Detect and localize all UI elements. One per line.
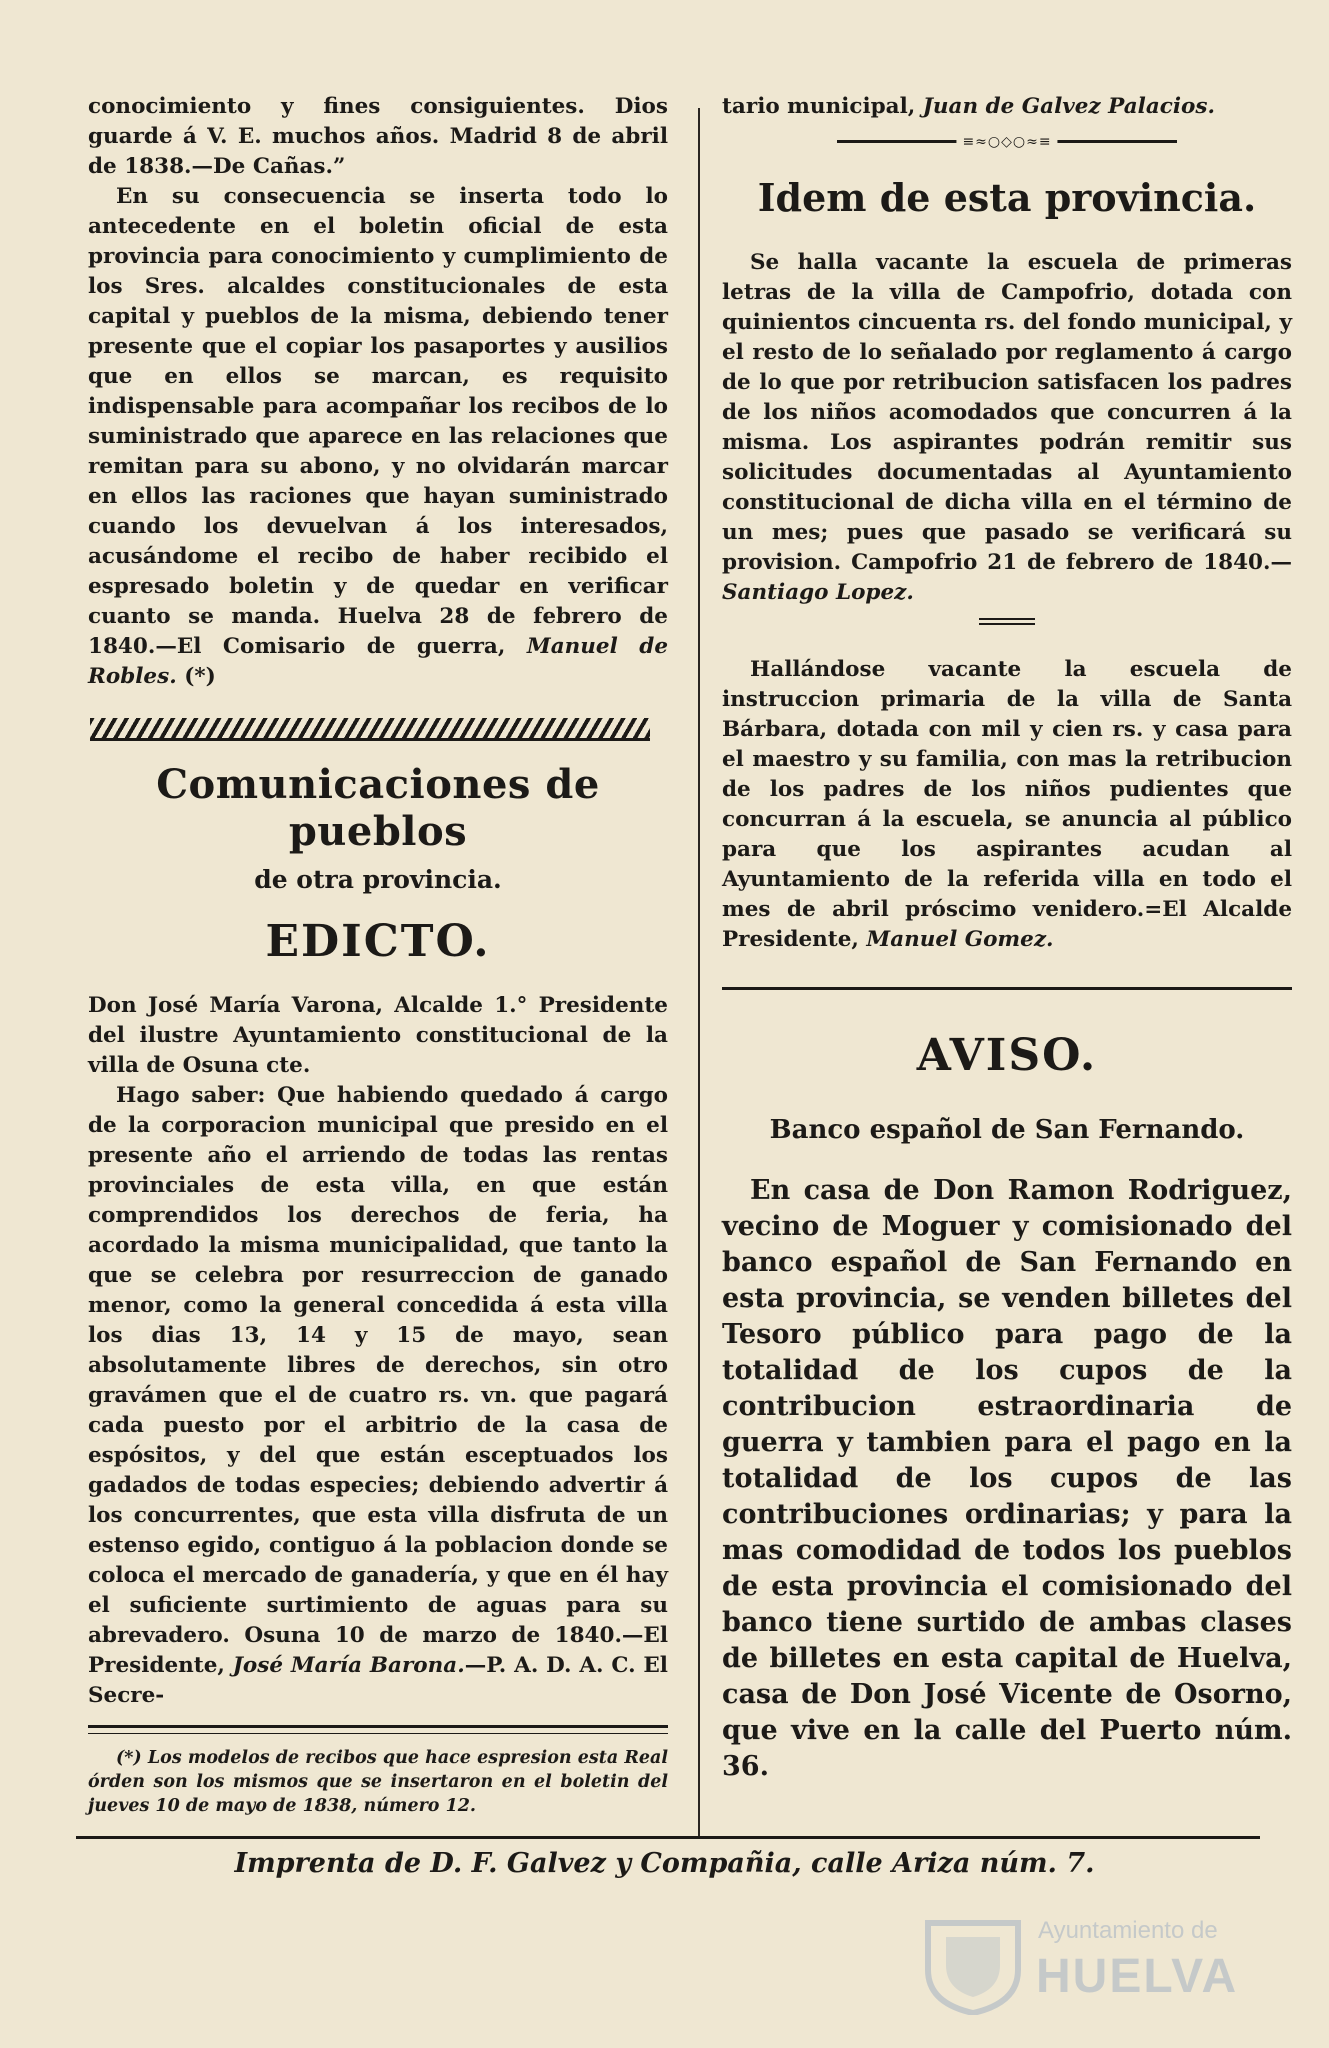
watermark — [918, 1915, 1258, 2015]
gomez-signature: Manuel Gomez. — [866, 927, 1054, 952]
santa-barbara-text: Hallándose vacante la escuela de instruccion primaria de la villa de Santa Bárbara, dotada con mil y cien rs. y casa para el maestro y su familia, con mas la retribucion de los padres de los niños pudientes que concurran á la escuela, se anuncia al público para que los aspirantes acudan al Ayuntamiento de la referida villa en todo el mes de abril próscimo venidero.=El Alcalde Presidente, — [722, 657, 1292, 952]
imprint-line: Imprenta de D. F. Galvez y Compañia, calle Ariza núm. 7. — [234, 1848, 1095, 1879]
bottom-rule — [76, 1836, 1260, 1839]
idem-title: Idem de esta provincia. — [757, 175, 1257, 220]
aviso-title: AVISO. — [916, 1030, 1098, 1081]
comisario-signature: Manuel de Robles. — [88, 634, 668, 689]
footnote-text: (*) Los modelos de recibos que hace espresion esta Real órden son los mismos que se insertaron en el boletin del jueves 10 de mayo de 1838, número 12. — [88, 1748, 668, 1816]
short-divider — [979, 618, 1035, 625]
campofrio-text: Se halla vacante la escuela de primeras letras de la villa de Campofrio, dotada con quinientos cincuenta rs. del fondo municipal, y el resto de lo señalado por reglamento á cargo de lo que por retribucion satisfacen los padres de los niños acomodados que concurren á la misma. Los aspirantes podrán remitir sus solicitudes documentadas al Ayuntamiento constitucional de dicha villa en el término de un mes; pues que pasado se verificará su provision. Campofrio 21 de febrero de 1840.— — [722, 250, 1292, 575]
watermark-line1: Ayuntamiento de — [1038, 1917, 1218, 1944]
presidente-signature: José María Barona. — [232, 1653, 465, 1678]
edicto-text: Hago saber: Que habiendo quedado á cargo de la corporacion municipal que presido en el presente año el arriendo de todas las rentas provinciales de esta villa, en que están comprendidos los derechos de feria, ha acordado la misma municipalidad, que tanto la que se celebra por resurreccion de ganado menor, como la general concedida á esta villa los dias 13, 14 y 15 de mayo, sean absolutamente libres de derechos, sin otro gravámen que el de cuatro rs. vn. que pagará cada puesto por el arbitrio de la casa de espósitos, y del que están esceptuados los gadados de todas especies; debiendo advertir á los concurrentes, que esta villa disfruta de un estenso egido, contiguo á la poblacion donde se coloca el mercado de ganadería, y que en él hay el suficiente surtimiento de aguas para su abrevadero. Osuna 10 de marzo de 1840.—El Presidente, — [88, 1083, 668, 1678]
footnote-marker: (*) — [184, 664, 216, 689]
section-subtitle: de otra provincia. — [254, 865, 502, 894]
edicto-heading: Don José María Varona, Alcalde 1.° Presidente del ilustre Ayuntamiento constitucional de la villa de Osuna cte. — [88, 993, 668, 1078]
consecuencia-text: En su consecuencia se inserta todo lo antecedente en el boletin oficial de esta provincia para conocimiento y cumplimiento de los Sres. alcaldes constitucionales de esta capital y pueblos de la misma, debiendo tener presente que el copiar los pasaportes y ausilios que en ellos se marcan, es requisito indispensable para acompañar los recibos de lo suministrado que aparece en las relaciones que remitan para su abono, y no olvidarán marcar en ellos las raciones que hayan suministrado cuando los devuelvan á los interesados, acusándome el recibo de haber recibido el espresado boletin y de quedar en verificar cuanto se manda. Huelva 28 de febrero de 1840.—El Comisario de guerra, — [88, 184, 668, 659]
footnote — [88, 1746, 668, 1818]
left-column — [88, 92, 668, 1818]
continuation-line — [722, 92, 1292, 122]
consecuencia-paragraph — [88, 182, 668, 692]
shield-icon — [918, 1915, 1028, 2015]
wavy-divider — [90, 718, 650, 741]
edicto-tail: —P. A. D. A. C. El Secre- — [88, 1653, 668, 1708]
secretario-signature: Juan de Galvez Palacios. — [922, 94, 1215, 119]
continuation-text: tario municipal, — [722, 94, 916, 119]
watermark-line2: HUELVA — [1036, 1950, 1239, 2003]
footnote-divider — [88, 1725, 668, 1734]
aviso-subtitle: Banco español de San Fernando. — [769, 1115, 1245, 1145]
right-column — [722, 92, 1292, 1785]
aviso-text: En casa de Don Ramon Rodriguez, vecino de Moguer y comisionado del banco español de San Fernando en esta provincia, se venden billetes del Tesoro público para pago de la totalidad de los cupos de la contribucion estraordinaria de guerra y tambien para el pago en la totalidad de los cupos de las contribuciones ordinarias; y para la mas comodidad de todos los pueblos de esta provincia el comisionado del banco tiene surtido de ambas clases de billetes en esta capital de Huelva, casa de Don José Vicente de Osorno, que vive en la calle del Puerto núm. 36. — [722, 1175, 1292, 1782]
edicto-title: EDICTO. — [265, 916, 491, 967]
intro-text: conocimiento y fines consiguientes. Dios guarde á V. E. muchos años. Madrid 8 de abril de 1838.—De Cañas.” — [88, 94, 668, 179]
campofrio-paragraph — [722, 248, 1292, 608]
ornament-glyph: ≡≈○◇○≈≡ — [956, 134, 1057, 150]
edicto-body — [88, 1081, 668, 1711]
ornament-divider — [837, 134, 1177, 157]
santiago-signature: Santiago Lopez. — [722, 580, 914, 605]
santa-barbara-paragraph — [722, 655, 1292, 955]
aviso-divider — [722, 987, 1292, 990]
aviso-body — [722, 1173, 1292, 1785]
section-title: Comunicaciones de pueblos — [156, 761, 600, 855]
column-divider — [698, 108, 700, 1838]
